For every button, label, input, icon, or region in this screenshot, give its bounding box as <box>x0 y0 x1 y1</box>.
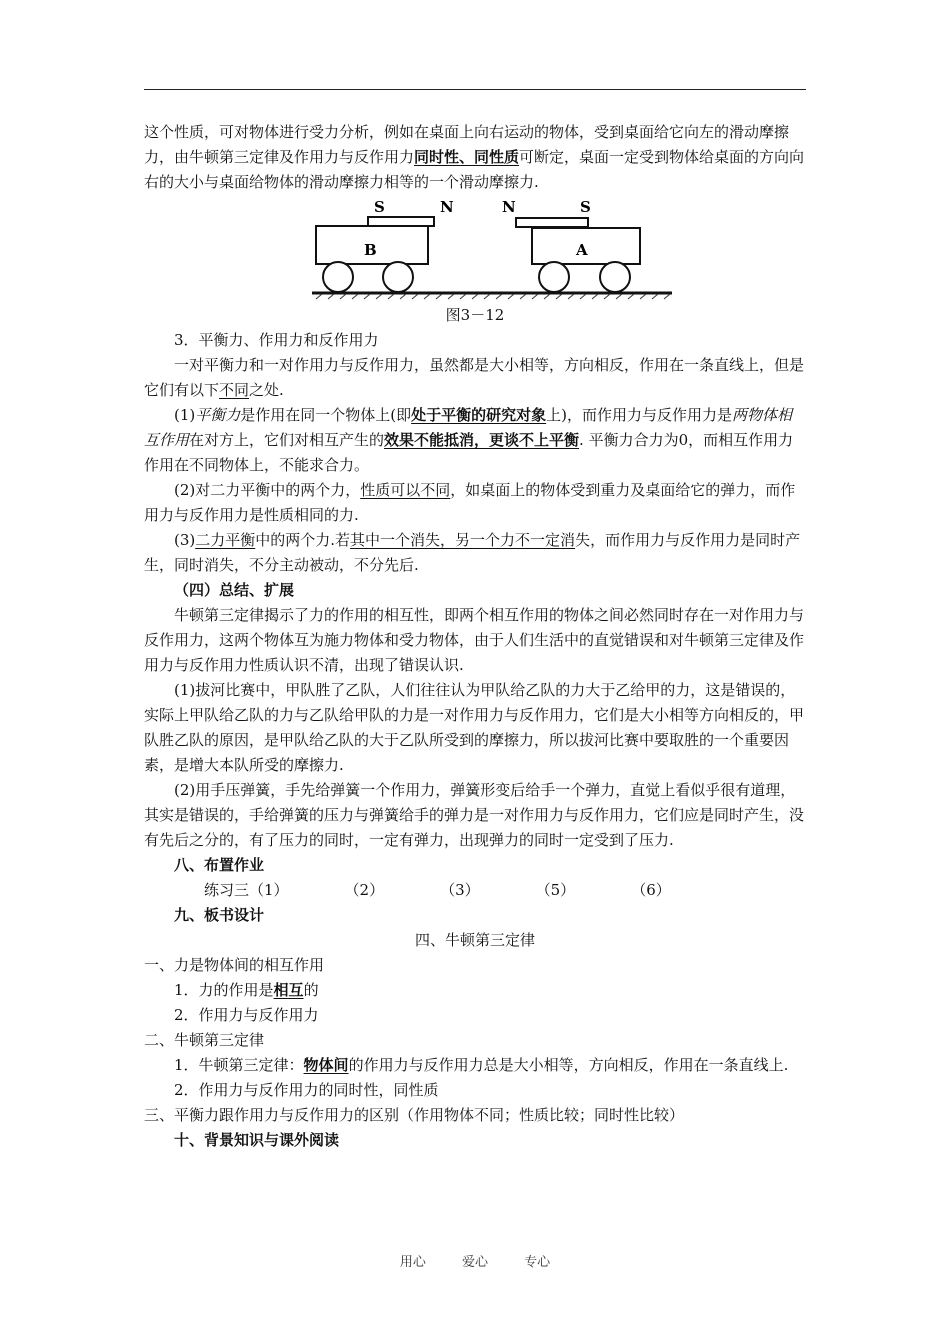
magnet-a-s-label: S <box>580 198 591 216</box>
homework-item: （6） <box>631 881 671 899</box>
board-line1: 一、力是物体间的相互作用 <box>144 956 325 974</box>
section3-heading: 3．平衡力、作用力和反作用力 <box>174 331 379 349</box>
board-line2: 1．力的作用是相互的 <box>174 981 319 999</box>
figure-magnet-carts <box>312 195 674 303</box>
section3-intro: 一对平衡力和一对作用力与反作用力，虽然都是大小相等，方向相反，作用在一条直线上，但是它们有以下不同之处. <box>144 356 805 399</box>
section8-heading: 八、布置作业 <box>174 856 265 874</box>
homework-list <box>144 878 806 903</box>
board-line3: 2．作用力与反作用力 <box>174 1006 319 1024</box>
cart-a-wheel-right <box>600 262 630 292</box>
cart-a-magnet <box>516 218 588 227</box>
magnet-b-s-label: S <box>374 198 385 216</box>
magnet-b-n-label: N <box>440 198 454 216</box>
figure-caption: 图3－12 <box>445 306 505 324</box>
section4-heading: （四）总结、扩展 <box>174 581 295 599</box>
board-line4: 二、牛顿第三定律 <box>144 1031 265 1049</box>
homework-item: （5） <box>535 881 576 899</box>
cart-b-wheel-left <box>323 262 353 292</box>
section10-heading: 十、背景知识与课外阅读 <box>174 1131 340 1149</box>
cart-b-label: B <box>364 241 377 259</box>
magnet-a-n-label: N <box>502 198 516 216</box>
section9-heading: 九、板书设计 <box>174 906 265 924</box>
board-title: 四、牛顿第三定律 <box>414 931 535 949</box>
paragraph-intro: 这个性质，可对物体进行受力分析，例如在桌面上向右运动的物体，受到桌面给它向左的滑动摩擦力，由牛顿第三定律及作用力与反作用力同时性、同性质可断定，桌面一定受到物体给桌面的方向向右的大小与桌面给物体的滑动摩擦力相等的一个滑动摩擦力. <box>144 123 805 191</box>
footer-word: 用心 <box>399 1255 426 1270</box>
footer-word: 专心 <box>524 1255 551 1270</box>
section3-item3: (3)二力平衡中的两个力.若其中一个消失，另一个力不一定消失，而作用力与反作用力是同时产生，同时消失，不分主动被动，不分先后. <box>144 531 801 574</box>
homework-item: 练习三（1） <box>204 881 289 899</box>
cart-a-label: A <box>576 241 588 259</box>
section4-paragraph3: (2)用手压弹簧，手先给弹簧一个作用力，弹簧形变后给手一个弹力，直觉上看似乎很有道理，其实是错误的，手给弹簧的压力与弹簧给手的弹力是一对作用力与反作用力，它们应是同时产生，没有先后之分的，有了压力的同时，一定有弹力，出现弹力的同时一定受到了压力. <box>144 781 805 849</box>
page-footer <box>0 1251 950 1270</box>
footer-word: 爱心 <box>461 1255 488 1270</box>
homework-item: （2） <box>344 881 385 899</box>
cart-b-magnet <box>368 217 434 226</box>
section3-item2: (2)对二力平衡中的两个力，性质可以不同，如桌面上的物体受到重力及桌面给它的弹力，而作用力与反作用力是性质相同的力. <box>144 481 796 524</box>
cart-b-wheel-right <box>383 262 413 292</box>
homework-item: （3） <box>440 881 480 899</box>
board-line6: 2．作用力与反作用力的同时性，同性质 <box>174 1081 439 1099</box>
section4-paragraph1: 牛顿第三定律揭示了力的作用的相互性，即两个相互作用的物体之间必然同时存在一对作用力与反作用力，这两个物体互为施力物体和受力物体，由于人们生活中的直觉错误和对牛顿第三定律及作用力与反作用力性质认识不清，出现了错误认识. <box>144 606 805 674</box>
board-line5: 1．牛顿第三定律：物体间的作用力与反作用力总是大小相等，方向相反，作用在一条直线上. <box>174 1056 789 1074</box>
header-rule <box>144 89 806 90</box>
content <box>144 120 806 1153</box>
section3-item1: (1)平衡力是作用在同一个物体上(即处于平衡的研究对象上)，而作用力与反作用力是两物体相互作用在对方上，它们对相互产生的效果不能抵消，更谈不上平衡. 平衡力合力为0，而相互作用力作用在不同物体上，不能求合力。 <box>144 406 794 474</box>
section4-paragraph2: (1)拔河比赛中，甲队胜了乙队，人们往往认为甲队给乙队的力大于乙给甲的力，这是错误的，实际上甲队给乙队的力与乙队给甲队的力是一对作用力与反作用力，它们是大小相等方向相反的，甲队胜乙队的原因，是甲队给乙队的大于乙队所受到的摩擦力，所以拔河比赛中要取胜的一个重要因素，是增大本队所受的摩擦力. <box>144 681 805 774</box>
board-line7: 三、平衡力跟作用力与反作用力的区别（作用物体不同；性质比较；同时性比较） <box>144 1106 685 1124</box>
cart-a-wheel-left <box>539 262 569 292</box>
